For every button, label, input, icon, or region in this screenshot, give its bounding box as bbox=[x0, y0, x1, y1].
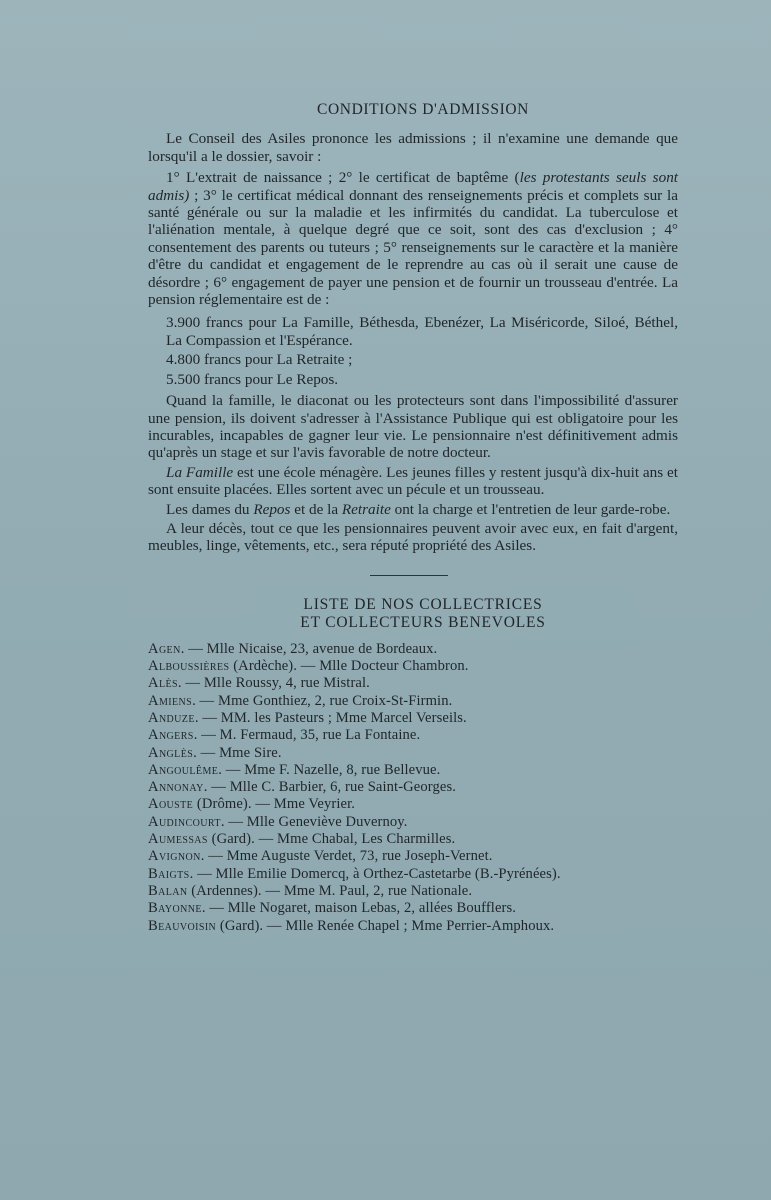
list-item-details: . — Mme Auguste Verdet, 73, rue Joseph-Vernet. bbox=[200, 848, 493, 865]
conditions-title: CONDITIONS D'ADMISSION bbox=[317, 101, 529, 118]
list-item bbox=[148, 848, 678, 865]
list-item-place: Beauvoisin bbox=[148, 917, 217, 934]
list-item-details: (Gard). — Mme Chabal, Les Charmilles. bbox=[207, 831, 456, 848]
requirements-italic: les protestants seuls sont admis) bbox=[148, 169, 679, 204]
list-item-place: Alboussières bbox=[148, 658, 230, 675]
list-item-details: . — Mlle C. Barbier, 6, rue Saint-Georges. bbox=[203, 779, 456, 796]
list-item bbox=[148, 727, 678, 744]
list-item bbox=[148, 710, 678, 727]
list-item-place: Balan bbox=[148, 882, 188, 899]
list-title-line-1: LISTE DE NOS COLLECTRICES bbox=[303, 595, 543, 613]
dames-paragraph bbox=[148, 501, 678, 518]
list-item-place: Avignon bbox=[148, 848, 201, 865]
list-item-details: (Ardennes). — Mme M. Paul, 2, rue Nationale. bbox=[187, 882, 473, 899]
price-line-3: 5.500 francs pour Le Repos. bbox=[166, 370, 339, 388]
list-item-details: . — Mme Sire. bbox=[193, 744, 282, 761]
page-content bbox=[148, 101, 678, 935]
list-item-place: Angers bbox=[148, 727, 194, 744]
list-item-place: Alès bbox=[148, 675, 178, 692]
list-item-details: (Gard). — Mlle Renée Chapel ; Mme Perrier-Amphoux. bbox=[216, 917, 555, 934]
list-item-place: Agen bbox=[148, 640, 181, 657]
list-item-details: . — Mme Gonthiez, 2, rue Croix-St-Firmin. bbox=[192, 692, 453, 709]
list-item-details: . — Mlle Emilie Domercq, à Orthez-Castetarbe (B.-Pyrénées). bbox=[189, 865, 561, 882]
list-item bbox=[148, 762, 678, 779]
list-item-details: (Drôme). — Mme Veyrier. bbox=[193, 796, 355, 813]
collectors-list bbox=[148, 641, 678, 935]
list-item-place: Audincourt bbox=[148, 813, 221, 830]
requirements-text-b: ; 3° le certificat médical donnant des renseignements précis et complets sur la santé générale ou sur la maladie et les infirmités du candidat. La tuberculose et l'aliénation mentale, à quelque degré que ce soit, sont des cas d'exclusion ; 4° consentement des parents ou tuteurs ; 5° renseignements sur le caractère et la manière d'être du candidat et engagement de le reprendre au cas où il serait une cause de désordre ; 6° engagement de payer une pension et de fournir un trousseau d'entrée. La pension réglementaire est de : bbox=[148, 186, 678, 309]
list-item-place: Anglès bbox=[148, 744, 194, 761]
list-item bbox=[148, 796, 678, 813]
price-line-2: 4.800 francs pour La Retraite ; bbox=[166, 351, 353, 369]
conditions-intro: Le Conseil des Asiles prononce les admissions ; il n'examine une demande que lorsqu'il a le dossier, savoir : bbox=[148, 130, 678, 165]
section-divider bbox=[370, 575, 448, 576]
list-item-place: Anduze bbox=[148, 709, 195, 726]
list-item-details: . — Mme F. Nazelle, 8, rue Bellevue. bbox=[218, 761, 441, 778]
list-item bbox=[148, 814, 678, 831]
list-item-details: . — Mlle Roussy, 4, rue Mistral. bbox=[177, 675, 370, 692]
requirements-text-a: 1° L'extrait de naissance ; 2° le certificat de baptême ( bbox=[166, 169, 520, 187]
list-item-details: . — Mlle Nogaret, maison Lebas, 2, allées Boufflers. bbox=[201, 900, 517, 917]
list-item bbox=[148, 779, 678, 796]
list-item-place: Baigts bbox=[148, 865, 190, 882]
list-item bbox=[148, 745, 678, 762]
list-item bbox=[148, 658, 678, 675]
dames-text-c: ont la charge et l'entretien de leur garde-robe. bbox=[390, 500, 671, 518]
dames-retraite-italic: Retraite bbox=[341, 500, 391, 518]
dames-repos-italic: Repos bbox=[253, 500, 291, 518]
list-item-details: . — Mlle Nicaise, 23, avenue de Bordeaux. bbox=[180, 640, 438, 657]
diaconat-paragraph: Quand la famille, le diaconat ou les protecteurs sont dans l'impossibilité d'assurer une pension, ils doivent s'adresser à l'Assistance Publique qui est obligatoire pour les incurables, incapables de gagner leur vie. Le pensionnaire n'est définitivement admis qu'après un stage et sur l'avis favorable de notre docteur. bbox=[148, 392, 678, 462]
list-item bbox=[148, 675, 678, 692]
list-item bbox=[148, 883, 678, 900]
list-item-details: . — M. Fermaud, 35, rue La Fontaine. bbox=[193, 727, 421, 744]
list-item bbox=[148, 918, 678, 935]
list-item bbox=[148, 900, 678, 917]
famille-text: est une école ménagère. Les jeunes filles y restent jusqu'à dix-huit ans et sont ensuite placées. Elles sortent avec un pécule et un trousseau. bbox=[148, 463, 678, 499]
list-item-place: Amiens bbox=[148, 692, 193, 709]
list-title-line-2: ET COLLECTEURS BENEVOLES bbox=[300, 613, 546, 631]
list-item bbox=[148, 641, 678, 658]
list-item bbox=[148, 831, 678, 848]
list-item-place: Aumessas bbox=[148, 831, 208, 848]
price-line-1: 3.900 francs pour La Famille, Béthesda, Ebenézer, La Miséricorde, Siloé, Béthel, La Compassion et l'Espérance. bbox=[166, 314, 678, 349]
list-item-details: . — Mlle Geneviève Duvernoy. bbox=[220, 813, 408, 830]
list-item-place: Annonay bbox=[148, 779, 204, 796]
list-item-details: . — MM. les Pasteurs ; Mme Marcel Verseils. bbox=[194, 709, 467, 726]
famille-paragraph bbox=[148, 464, 678, 499]
list-item-place: Bayonne bbox=[148, 900, 202, 917]
famille-italic: La Famille bbox=[166, 463, 234, 481]
list-item bbox=[148, 693, 678, 710]
requirements-paragraph bbox=[148, 169, 678, 308]
dames-text-b: et de la bbox=[290, 500, 342, 518]
list-title bbox=[148, 596, 678, 632]
list-item-details: (Ardèche). — Mlle Docteur Chambron. bbox=[229, 658, 469, 675]
list-item-place: Aouste bbox=[148, 796, 194, 813]
list-item-place: Angoulême bbox=[148, 761, 219, 778]
deces-paragraph: A leur décès, tout ce que les pensionnaires peuvent avoir avec eux, en fait d'argent, meubles, linge, vêtements, etc., sera réputé propriété des Asiles. bbox=[148, 519, 678, 555]
list-item bbox=[148, 866, 678, 883]
dames-text-a: Les dames du bbox=[166, 500, 254, 518]
